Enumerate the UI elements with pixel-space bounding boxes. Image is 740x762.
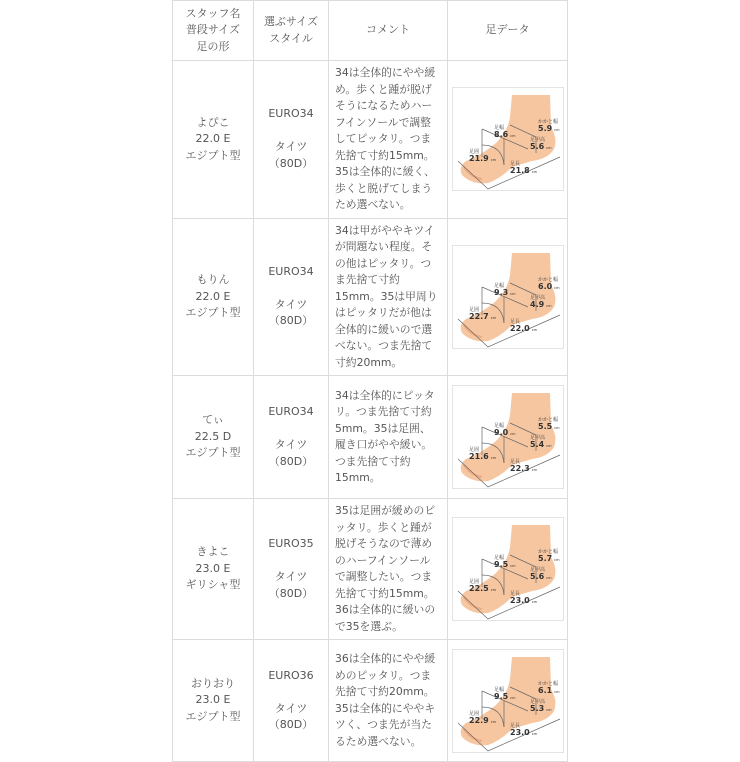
staff-cell: おりおり 23.0 E エジプト型 (173, 640, 254, 762)
length-label: 足長 (509, 161, 520, 168)
unit-label: cm (545, 303, 552, 308)
girth-value: 21.6 cm (468, 452, 496, 461)
girth-label: 足囲 (468, 306, 479, 313)
instep-label: 足甲高 (529, 137, 545, 144)
girth-label: 足囲 (468, 447, 479, 453)
unit-label: cm (509, 134, 516, 139)
girth-value: 22.5 cm (468, 584, 496, 593)
foot-data-cell (448, 218, 568, 376)
unit-label: cm (531, 731, 537, 736)
size-cell: EURO35 タイツ （80D） (254, 499, 329, 640)
instep-value: 5.4 cm (529, 440, 552, 449)
girth-label: 足囲 (468, 149, 479, 156)
width-value: 9.5 cm (493, 691, 516, 701)
instep-value: 4.9 cm (529, 299, 552, 309)
heel-width-value: 5.7 cm (537, 554, 560, 563)
unit-label: cm (531, 327, 537, 332)
table-row (173, 218, 568, 376)
length-label: 足長 (509, 318, 520, 325)
comment-cell: 34は全体的にやや緩 め。歩くと踵が脱げ そうになるためハー フインソールで調整 してピッタリ。つま 先捨て寸約15mm。 35は全体的に緩く、 歩くと脱げてしまう ため選べない。 (329, 61, 448, 219)
heel-width-value: 5.5 cm (537, 422, 560, 431)
unit-label: cm (509, 291, 516, 296)
unit-label: cm (509, 695, 516, 700)
header-comment: コメント (329, 1, 448, 61)
unit-label: cm (509, 564, 516, 568)
length-value: 21.8 cm (509, 166, 537, 176)
unit-label: cm (545, 576, 552, 580)
foot-diagram (452, 245, 564, 349)
comment-cell: 35は足囲が緩めのピ ッタリ。歩くと踵が 脱げそうなので薄め のハーフインソール で調整したい。つま 先捨て寸約15mm。 36は全体的に緩いの で35を選ぶ。 (329, 499, 448, 640)
instep-value: 5.6 cm (529, 572, 552, 581)
girth-label: 足囲 (468, 710, 479, 717)
table-row (173, 499, 568, 640)
header-foot-data: 足データ (448, 1, 568, 61)
width-value: 8.6 cm (493, 130, 516, 140)
length-label: 足長 (509, 459, 520, 465)
length-value: 23.0 cm (509, 596, 537, 605)
size-cell: EURO36 タイツ （80D） (254, 640, 329, 762)
instep-label: 足甲高 (529, 435, 545, 441)
table-row (173, 376, 568, 499)
staff-foot-table (172, 0, 568, 762)
instep-value: 5.6 cm (529, 142, 552, 152)
heel-width-value: 6.1 cm (537, 685, 560, 695)
table-row (173, 640, 568, 762)
heel-width-label: かかと幅 (537, 119, 558, 126)
girth-label: 足囲 (468, 579, 479, 585)
unit-label: cm (490, 719, 496, 724)
girth-value: 22.7 cm (468, 311, 496, 321)
header-size: 選ぶサイズ スタイル (254, 1, 329, 61)
heel-width-label: かかと幅 (537, 680, 558, 687)
heel-width-value: 5.9 cm (537, 124, 560, 134)
unit-label: cm (490, 158, 496, 163)
unit-label: cm (531, 170, 537, 175)
instep-label: 足甲高 (529, 698, 545, 705)
instep-label: 足甲高 (529, 294, 545, 301)
unit-label: cm (545, 444, 552, 448)
length-value: 22.0 cm (509, 323, 537, 333)
table-row (173, 61, 568, 219)
width-value: 9.3 cm (493, 287, 516, 297)
unit-label: cm (531, 600, 537, 604)
unit-label: cm (545, 707, 552, 712)
heel-width-label: かかと幅 (537, 276, 558, 283)
staff-cell: よぴこ 22.0 E エジプト型 (173, 61, 254, 219)
header-staff: スタッフ名 普段サイズ 足の形 (173, 1, 254, 61)
heel-width-label: かかと幅 (537, 549, 558, 555)
heel-width-label: かかと幅 (537, 417, 558, 423)
width-value: 9.5 cm (493, 560, 516, 569)
unit-label: cm (545, 146, 552, 151)
unit-label: cm (490, 456, 496, 460)
width-label: 足幅 (493, 555, 504, 561)
comment-cell: 34は甲がややキツイ が問題ない程度。そ の他はピッタリ。つ ま先捨て寸約 15mm。35は甲周り はピッタリだが他は 全体的に緩いので選 べない。つま先捨て 寸約20mm。 (329, 218, 448, 376)
unit-label: cm (553, 128, 560, 133)
staff-cell: きよこ 23.0 E ギリシャ型 (173, 499, 254, 640)
unit-label: cm (490, 588, 496, 592)
width-label: 足幅 (493, 282, 504, 289)
width-value: 9.0 cm (493, 428, 516, 437)
foot-data-cell (448, 640, 568, 762)
foot-data-cell (448, 499, 568, 640)
staff-cell: てぃ 22.5 D エジプト型 (173, 376, 254, 499)
foot-diagram (452, 385, 564, 489)
size-cell: EURO34 タイツ （80D） (254, 218, 329, 376)
foot-diagram (452, 517, 564, 621)
girth-value: 21.9 cm (468, 154, 496, 164)
instep-label: 足甲高 (529, 567, 545, 573)
heel-width-value: 6.0 cm (537, 281, 560, 291)
length-label: 足長 (509, 722, 520, 729)
comment-cell: 34は全体的にピッタ リ。つま先捨て寸約 5mm。35は足囲、 履き口がやや緩い。 つま先捨て寸約 15mm。 (329, 376, 448, 499)
table-header-row (173, 1, 568, 61)
girth-value: 22.9 cm (468, 715, 496, 725)
comment-cell: 36は全体的にやや緩 めのピッタリ。つま 先捨て寸約20mm。 35は全体的にややキ ツく、つま先が当た るため選べない。 (329, 640, 448, 762)
foot-data-cell (448, 376, 568, 499)
width-label: 足幅 (493, 686, 504, 693)
foot-diagram (452, 649, 564, 753)
unit-label: cm (490, 315, 496, 320)
size-cell: EURO34 タイツ （80D） (254, 376, 329, 499)
size-cell: EURO34 タイツ （80D） (254, 61, 329, 219)
instep-value: 5.3 cm (529, 703, 552, 713)
staff-cell: もりん 22.0 E エジプト型 (173, 218, 254, 376)
unit-label: cm (553, 558, 560, 562)
length-value: 22.3 cm (509, 464, 537, 473)
foot-diagram (452, 87, 564, 191)
width-label: 足幅 (493, 423, 504, 429)
unit-label: cm (553, 285, 560, 290)
length-value: 23.0 cm (509, 727, 537, 737)
unit-label: cm (509, 432, 516, 436)
length-label: 足長 (509, 591, 520, 597)
unit-label: cm (553, 689, 560, 694)
unit-label: cm (553, 426, 560, 430)
width-label: 足幅 (493, 125, 504, 132)
unit-label: cm (531, 468, 537, 472)
foot-data-cell (448, 61, 568, 219)
